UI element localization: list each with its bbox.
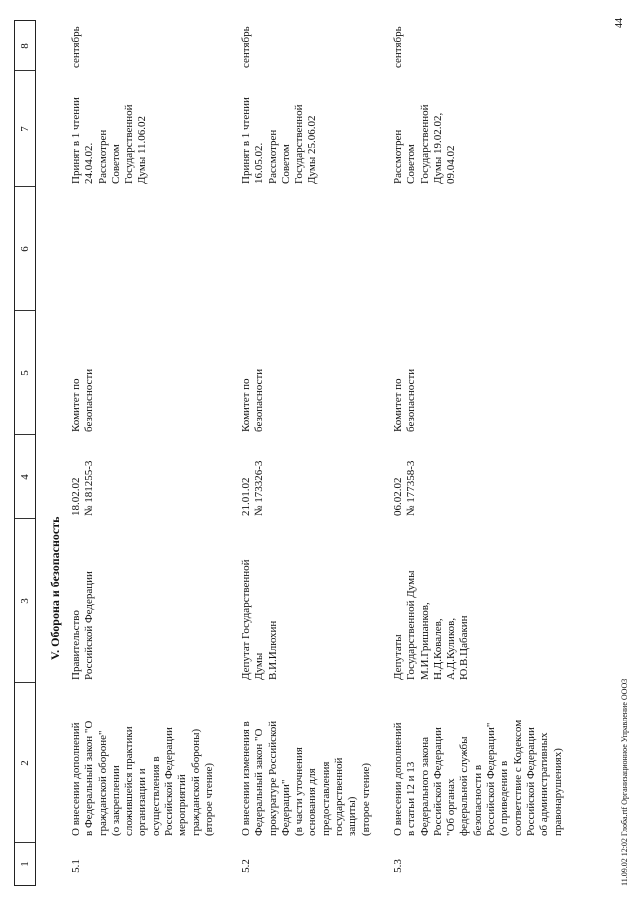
bill-initiator: Депутат Государственной Думы В.И.Илюхин <box>240 559 279 680</box>
bill-title: О внесении дополнений в статьи 12 и 13 Федерального закона Российской Федерации "Об органах федеральной службы безопасности в Российской Федерации" (о приведении в соответствие с Кодексом Российской Федерации об административных правонарушениях) <box>392 719 564 836</box>
bill-initiator: Правительство Российской Федерации <box>70 571 96 680</box>
column-number-7: 7 <box>15 70 35 187</box>
bill-date-number: 06.02.02 № 177358-3 <box>392 460 418 516</box>
column-number-3: 3 <box>15 518 35 683</box>
bill-month: сентябрь <box>70 26 82 68</box>
bill-status: Принят в 1 чтении 24.04.02. Рассмотрен Советом Государственной Думы 11.06.02 <box>70 97 149 184</box>
row-number: 5.3 <box>392 859 404 873</box>
bill-committee: Комитет по безопасности <box>70 368 96 432</box>
column-header-row <box>14 20 36 886</box>
row-number: 5.1 <box>70 859 82 873</box>
column-number-4: 4 <box>15 434 35 519</box>
column-number-1: 1 <box>15 842 35 885</box>
bill-status: Принят в 1 чтении 16.05.02. Рассмотрен Советом Государственной Думы 25.06.02 <box>240 97 319 184</box>
bill-committee: Комитет по безопасности <box>392 368 418 432</box>
section-title: V. Оборона и безопасность <box>48 516 62 660</box>
column-number-5: 5 <box>15 310 35 435</box>
row-number: 5.2 <box>240 859 252 873</box>
document-footer: 11.09.02 12:02 Глоба.rtf Организационное Управление ООО3 <box>620 678 629 886</box>
column-number-2: 2 <box>15 682 35 843</box>
bill-month: сентябрь <box>392 26 404 68</box>
bill-date-number: 18.02.02 № 181255-3 <box>70 460 96 516</box>
bill-committee: Комитет по безопасности <box>240 368 266 432</box>
bill-status: Рассмотрен Советом Государственной Думы 19.02.02, 09.04.02 <box>392 104 458 184</box>
bill-title: О внесении дополнений в Федеральный закон "О гражданской обороне" (о закреплении сложившейся практики организации и осуществления в Российской Федерации мероприятий гражданской обороны) (второе чтение) <box>70 720 215 836</box>
column-number-6: 6 <box>15 186 35 311</box>
bill-title: О внесении изменения в Федеральный закон "О прокуратуре Российской Федерации" (в части уточнения основания для предоставления государственной защиты) (второе чтение) <box>240 720 372 836</box>
bill-initiator: Депутаты Государственной Думы М.И.Гришанков, Н.Д.Ковалев, А.Д.Куликов, Ю.В.Цабакин <box>392 570 471 680</box>
page-number: 44 <box>614 18 625 28</box>
bill-month: сентябрь <box>240 26 252 68</box>
column-number-8: 8 <box>19 43 31 49</box>
bill-date-number: 21.01.02 № 173326-3 <box>240 460 266 516</box>
